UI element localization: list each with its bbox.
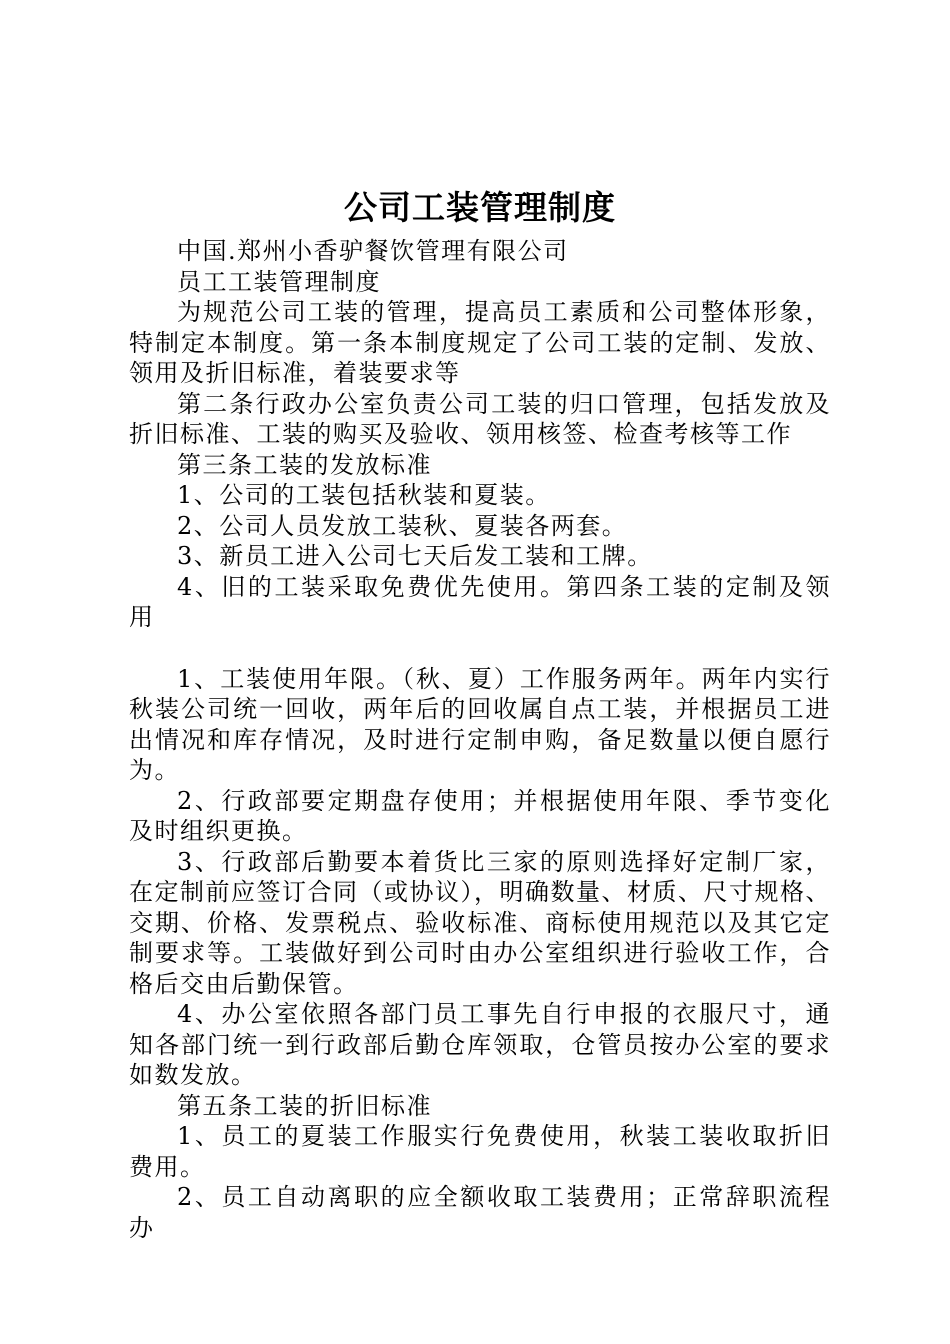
- paragraph-article-3-item-1: 1、公司的工装包括秋装和夏装。: [177, 481, 551, 509]
- paragraph-article-4-item-1: 1、工装使用年限。（秋、夏）工作服务两年。两年内实行秋装公司统一回收，两年后的回收属自点工装，并根据员工进出情况和库存情况，及时进行定制申购，备足数量以便自愿行为。: [129, 664, 831, 784]
- paragraph-company-name: 中国.郑州小香驴餐饮管理有限公司: [177, 237, 569, 265]
- paragraph-article-2: 第二条行政办公室负责公司工装的归口管理，包括发放及折旧标准、工装的购买及验收、领用核签、检查考核等工作: [129, 389, 831, 448]
- document-page: [129, 180, 831, 1243]
- paragraph-article-4-item-4: 4、办公室依照各部门员工事先自行申报的衣服尺寸，通知各部门统一到行政部后勤仓库领取，仓管员按办公室的要求如数发放。: [129, 1000, 831, 1089]
- paragraph-article-4-item-2: 2、行政部要定期盘存使用；并根据使用年限、季节变化及时组织更换。: [129, 786, 831, 845]
- paragraph-article-5-item-2: 2、员工自动离职的应全额收取工装费用；正常辞职流程办: [129, 1183, 831, 1242]
- paragraph-article-3-heading: 第三条工装的发放标准: [177, 450, 432, 479]
- paragraph-subtitle: 员工工装管理制度: [177, 267, 381, 296]
- paragraph-article-4-item-3: 3、行政部后勤要本着货比三家的原则选择好定制厂家，在定制前应签订合同（或协议），明确数量、材质、尺寸规格、交期、价格、发票税点、验收标准、商标使用规范以及其它定制要求等。工装做好到公司时由办公室组织进行验收工作，合格后交由后勤保管。: [129, 847, 831, 998]
- paragraph-article-5-heading: 第五条工装的折旧标准: [177, 1091, 432, 1120]
- paragraph-article-3-item-3: 3、新员工进入公司七天后发工装和工牌。: [177, 542, 653, 570]
- paragraph-article-3-item-4: 4、旧的工装采取免费优先使用。第四条工装的定制及领用: [129, 572, 831, 631]
- paragraph-article-5-item-1: 1、员工的夏装工作服实行免费使用，秋装工装收取折旧费用。: [129, 1122, 831, 1181]
- paragraph-article-3-item-2: 2、公司人员发放工装秋、夏装各两套。: [177, 511, 628, 540]
- paragraph-intro: 为规范公司工装的管理，提高员工素质和公司整体形象，特制定本制度。第一条本制度规定了公司工装的定制、发放、领用及折旧标准，着装要求等: [129, 298, 831, 387]
- document-title: 公司工装管理制度: [344, 188, 616, 227]
- blank-line: [129, 633, 831, 664]
